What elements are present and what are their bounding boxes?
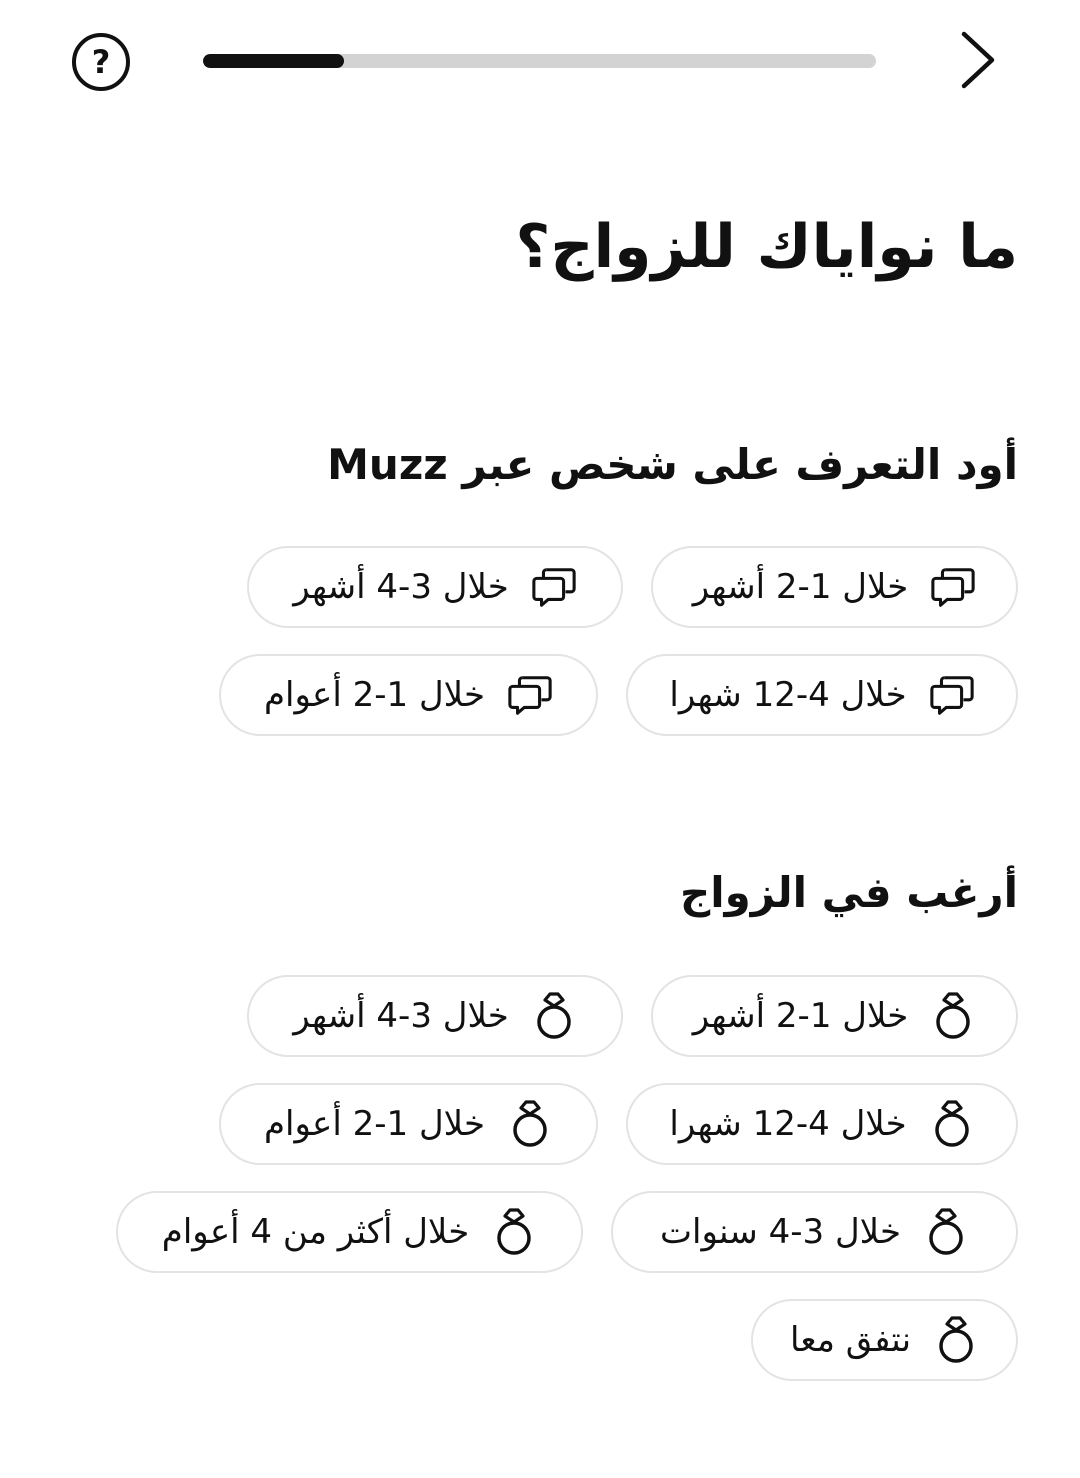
chat-bubbles-icon xyxy=(930,564,976,610)
option-chip-know-3-4-months[interactable] xyxy=(247,546,623,628)
top-bar xyxy=(0,0,1080,130)
chevron-right-icon xyxy=(950,28,1006,92)
progress-bar-fill xyxy=(203,54,344,68)
option-chip-marry-more-than-4-years[interactable] xyxy=(116,1191,583,1273)
option-chip-marry-3-4-months[interactable] xyxy=(247,975,623,1057)
option-label: خلال أكثر من 4 أعوام xyxy=(161,1212,470,1252)
option-label: خلال 1-2 أشهر xyxy=(692,567,909,607)
chat-bubbles-icon xyxy=(531,564,577,610)
option-label: خلال 1-2 أعوام xyxy=(264,675,485,715)
option-label: خلال 3-4 أشهر xyxy=(293,996,509,1036)
chat-bubbles-icon xyxy=(507,672,553,718)
option-chip-know-1-2-months[interactable] xyxy=(651,546,1018,628)
ring-icon xyxy=(930,993,976,1039)
back-button[interactable] xyxy=(950,28,1006,92)
help-button[interactable] xyxy=(72,33,130,91)
option-label: خلال 1-2 أشهر xyxy=(692,996,909,1036)
option-chip-know-4-12-months[interactable] xyxy=(626,654,1018,736)
option-label: خلال 1-2 أعوام xyxy=(264,1104,485,1144)
option-chip-marry-1-2-years[interactable] xyxy=(219,1083,598,1165)
option-label: خلال 3-4 أشهر xyxy=(293,567,509,607)
ring-icon xyxy=(923,1209,969,1255)
option-chip-marry-4-12-months[interactable] xyxy=(626,1083,1018,1165)
option-label: نتفق معا xyxy=(789,1320,912,1360)
option-label: خلال 3-4 سنوات xyxy=(660,1212,901,1252)
option-chip-know-1-2-years[interactable] xyxy=(219,654,598,736)
progress-bar xyxy=(203,54,876,68)
ring-icon xyxy=(507,1101,553,1147)
ring-icon xyxy=(933,1317,979,1363)
section-title-get-to-know: أود التعرف على شخص عبر Muzz xyxy=(327,440,1018,489)
ring-icon xyxy=(531,993,577,1039)
option-chip-marry-decide-together[interactable] xyxy=(751,1299,1018,1381)
ring-icon xyxy=(491,1209,537,1255)
ring-icon xyxy=(929,1101,975,1147)
section-title-marriage: أرغب في الزواج xyxy=(679,868,1018,917)
page-title: ما نواياك للزواج؟ xyxy=(515,212,1018,282)
chat-bubbles-icon xyxy=(929,672,975,718)
option-label: خلال 4-12 شهرا xyxy=(669,1104,907,1144)
question-mark-icon: ? xyxy=(91,43,111,81)
option-chip-marry-1-2-months[interactable] xyxy=(651,975,1018,1057)
option-label: خلال 4-12 شهرا xyxy=(669,675,907,715)
option-chip-marry-3-4-years[interactable] xyxy=(611,1191,1018,1273)
